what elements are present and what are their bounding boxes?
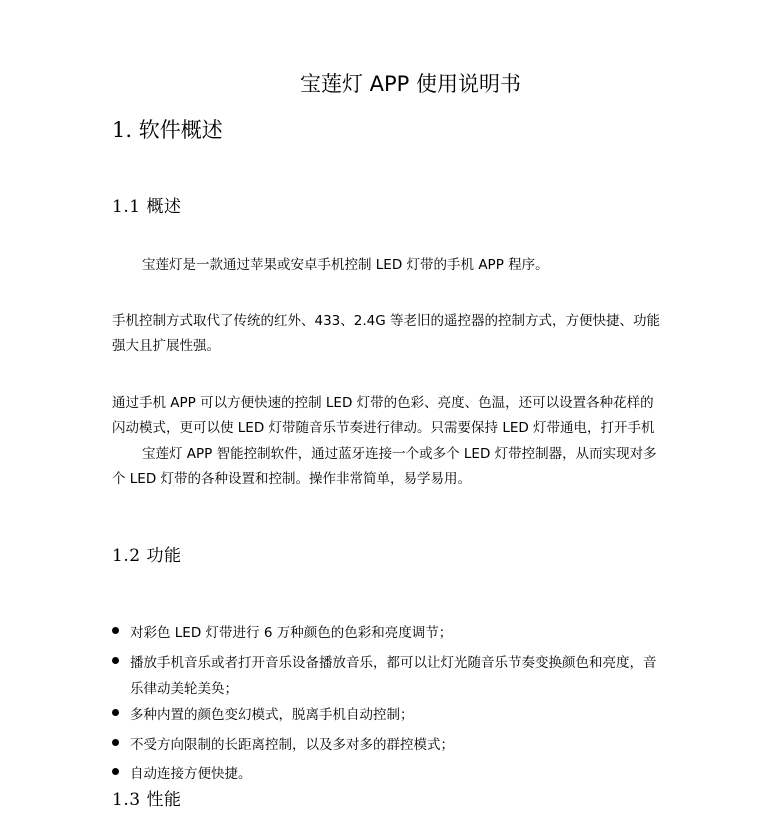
paragraph-line: 通过手机 APP 可以方便快速的控制 LED 灯带的色彩、亮度、色温，还可以设置各种花样的 <box>112 395 654 411</box>
bullet-icon <box>112 627 119 634</box>
feature-item: 多种内置的颜色变幻模式，脱离手机自动控制； <box>130 707 414 723</box>
paragraph-line: 个 LED 灯带的各种设置和控制。操作非常简单，易学易用。 <box>112 471 472 487</box>
section-1-2-heading: 1.2 功能 <box>112 546 182 566</box>
feature-item: 播放手机音乐或者打开音乐设备播放音乐，都可以让灯光随音乐节奏变换颜色和亮度，音 <box>130 655 657 671</box>
bullet-icon <box>112 739 119 746</box>
bullet-icon <box>112 768 119 775</box>
paragraph: 宝莲灯是一款通过苹果或安卓手机控制 LED 灯带的手机 APP 程序。 <box>142 257 549 273</box>
paragraph-line: 强大且扩展性强。 <box>112 338 220 354</box>
feature-item: 自动连接方便快捷。 <box>130 766 252 782</box>
document-title: 宝莲灯 APP 使用说明书 <box>299 72 522 96</box>
bullet-icon <box>112 709 119 716</box>
section-1-1-heading: 1.1 概述 <box>112 197 182 217</box>
bullet-icon <box>112 657 119 664</box>
feature-item: 对彩色 LED 灯带进行 6 万种颜色的色彩和亮度调节； <box>130 625 453 641</box>
section-1-3-heading: 1.3 性能 <box>112 790 182 810</box>
feature-item-continued: 乐律动美轮美奂； <box>130 681 238 697</box>
paragraph-line: 宝莲灯 APP 智能控制软件，通过蓝牙连接一个或多个 LED 灯带控制器，从而实现对多 <box>142 446 657 462</box>
section-1-heading: 1. 软件概述 <box>112 118 223 142</box>
paragraph-line: 手机控制方式取代了传统的红外、433、2.4G 等老旧的遥控器的控制方式，方便快捷、功能 <box>112 313 660 329</box>
paragraph-line: 闪动模式，更可以使 LED 灯带随音乐节奏进行律动。只需要保持 LED 灯带通电，打开手机 <box>112 420 655 436</box>
feature-item: 不受方向限制的长距离控制，以及多对多的群控模式； <box>130 737 454 753</box>
